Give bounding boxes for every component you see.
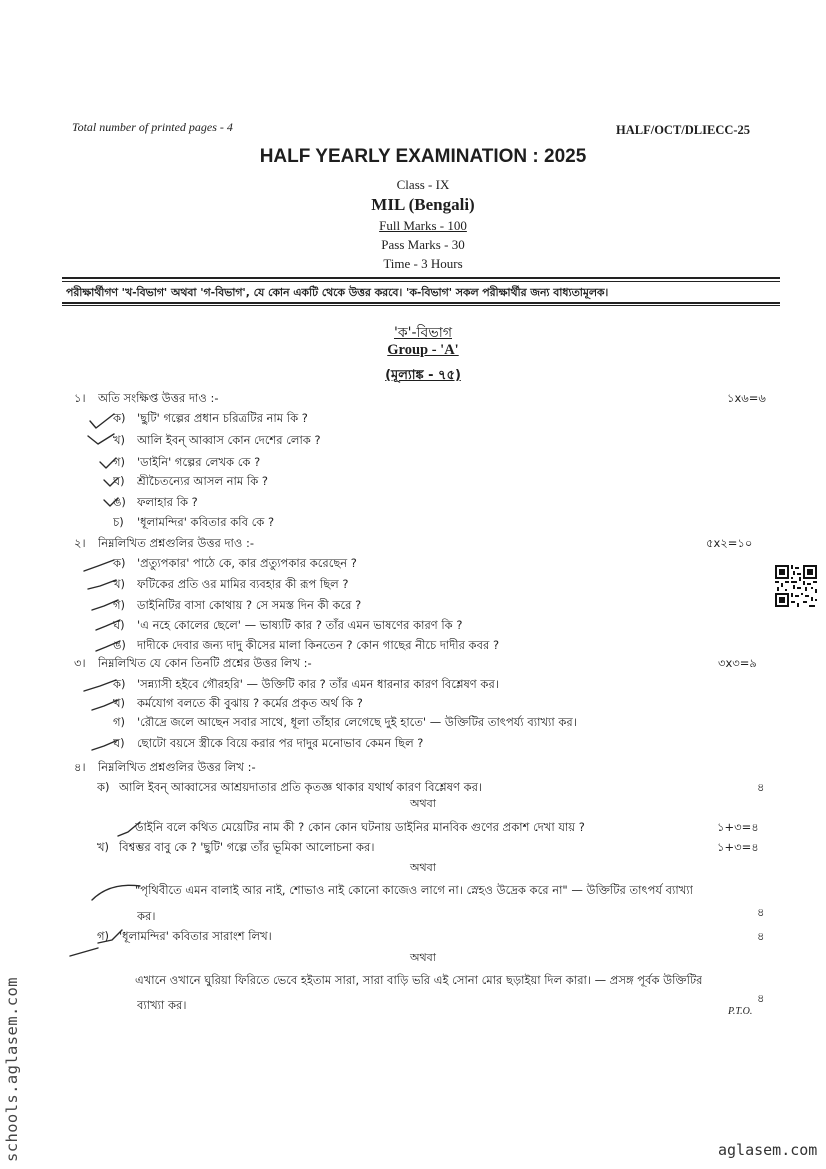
item-label: খ) (113, 696, 126, 710)
item-text: বিশ্বম্ভর বাবু কে ? 'ছুটি' গল্পে তাঁর ভূমিকা আলোচনা কর। (119, 840, 375, 854)
top-rule (62, 277, 780, 279)
item-label: খ) (97, 840, 110, 854)
exam-title: HALF YEARLY EXAMINATION : 2025 (259, 146, 587, 167)
item-label: চ) (113, 515, 124, 529)
bottom-rule (62, 302, 780, 304)
item-text: শ্রীচৈতন্যের আসল নাম কি ? (137, 474, 269, 488)
question-4a-alternative (0, 817, 826, 837)
item-label: ক) (113, 411, 126, 425)
question-1-header (0, 388, 826, 408)
item-label: ঘ) (113, 736, 125, 750)
question-1-item (0, 452, 826, 472)
question-4b (0, 837, 826, 857)
question-2-header (0, 533, 826, 553)
or-separator: অথবা (410, 797, 436, 810)
alternative-text: "পৃথিবীতে এমন বালাই আর নাই, শোভাও নাই কোনো কাজেও লাগে না। স্নেহও উদ্রেক করে না" — উক্তিটির তাৎপর্য ব্যাখ্যা (135, 883, 693, 897)
question-4b-alternative-line-1 (0, 880, 826, 900)
question-3-item (0, 712, 826, 732)
question-number: ৩। (74, 656, 86, 670)
question-4-header (0, 757, 826, 777)
item-text: দাদীকে দেবার জন্য দাদু কীসের মালা কিনতেন ? কোন গাছের নীচে দাদীর কবর ? (137, 638, 500, 652)
question-4b-alternative-line-2 (0, 906, 826, 926)
question-prompt: নিম্নলিখিত প্রশ্নগুলির উত্তর দাও :- (98, 536, 255, 550)
item-label: ক) (97, 780, 110, 794)
general-instruction: পরীক্ষার্থীগণ 'খ-বিভাগ' অথবা 'গ-বিভাগ', যে কোন একটি থেকে উত্তর করবে। 'ক-বিভাগ' সকল পরীক্ষার্থীর জন্য বাধ্যতামূলক। (66, 286, 609, 299)
alternative-text: ব্যাখ্যা কর। (137, 998, 187, 1012)
side-watermark: schools.aglasem.com (3, 977, 21, 1162)
item-label: ক) (113, 556, 126, 570)
item-label: গ) (113, 715, 126, 729)
question-4c (0, 926, 826, 946)
question-3-item (0, 693, 826, 713)
item-label: খ) (113, 433, 126, 447)
subject-label: MIL (Bengali) (371, 195, 475, 214)
please-turn-over: P.T.O. (728, 1006, 753, 1017)
qr-code (775, 565, 817, 607)
item-label: ঙ) (113, 495, 126, 509)
item-text: 'রৌদ্রে জলে আছেন সবার সাথে, ধূলা তাঁহার লেগেছে দুই হাতে' — উক্তিটির তাৎপর্য্য ব্যাখ্যা কর। (137, 715, 577, 729)
question-2-item (0, 615, 826, 635)
question-marks: ৫x২=১০ (706, 536, 753, 550)
question-1-item (0, 430, 826, 450)
item-marks: ৪ (757, 929, 765, 943)
class-label: Class - IX (396, 177, 450, 192)
group-label: Group - 'A' (387, 342, 459, 358)
item-label: ক) (113, 677, 126, 691)
printed-pages-note: Total number of printed pages - 4 (72, 120, 233, 134)
question-2-item (0, 635, 826, 655)
top-rule-inner (62, 281, 780, 282)
section-marks: (মূল্যাঙ্ক - ৭৫) (385, 368, 461, 383)
question-number: ২। (74, 536, 86, 550)
pass-marks: Pass Marks - 30 (381, 237, 465, 252)
alternative-text: এখানে ওখানে ঘুরিয়া ফিরিতে ভেবে হইতাম সারা, সারা বাড়ি ভরি এই সোনা মোর ছড়াইয়া দিল কারা। — প্রসঙ্গ পূর্বক উক্তিটির (135, 973, 703, 987)
question-4c-alternative-line-1 (0, 970, 826, 990)
item-text: 'এ নহে কোলের ছেলে' — ভাষ্যটি কার ? তাঁর এমন ভাষণের কারণ কি ? (137, 618, 463, 632)
question-3-header (0, 653, 826, 673)
question-prompt: নিম্নলিখিত যে কোন তিনটি প্রশ্নের উত্তর লিখ :- (98, 656, 312, 670)
question-2-item (0, 553, 826, 573)
item-text: আলি ইবন্ আব্বাস কোন দেশের লোক ? (137, 433, 321, 447)
question-1-item (0, 512, 826, 532)
item-text: 'ধূলামন্দির' কবিতার সারাংশ লিখ। (119, 929, 272, 943)
question-marks: ৩x৩=৯ (718, 656, 757, 670)
item-text: 'সন্ন্যাসী হইবে গৌরহরি' — উক্তিটি কার ? তাঁর এমন ধারনার কারণ বিশ্লেষণ কর। (137, 677, 499, 691)
item-text: আলি ইবন্ আব্বাসের আশ্রয়দাতার প্রতি কৃতজ্ঞ থাকার যথার্থ কারণ বিশ্লেষণ কর। (119, 780, 483, 794)
item-label: ঙ) (113, 638, 126, 652)
time-label: Time - 3 Hours (383, 256, 463, 271)
full-marks: Full Marks - 100 (379, 218, 467, 233)
item-marks: ১+৩=৪ (717, 840, 759, 854)
alternative-text: ডাইনি বলে কথিত মেয়েটির নাম কী ? কোন কোন ঘটনায় ডাইনির মানবিক গুণের প্রকাশ দেখা যায় ? (135, 820, 585, 834)
or-separator: অথবা (410, 861, 436, 874)
item-label: ঘ) (113, 618, 125, 632)
question-number: ৪। (74, 760, 86, 774)
item-text: 'ডাইনি' গল্পের লেখক কে ? (137, 455, 261, 469)
question-prompt: অতি সংক্ষিপ্ত উত্তর দাও :- (98, 391, 219, 405)
paper-code: HALF/OCT/DLIECC-25 (616, 123, 751, 137)
item-label: খ) (113, 577, 126, 591)
item-text: ফটিকের প্রতি ওর মামির ব্যবহার কী রূপ ছিল ? (137, 577, 349, 591)
question-1-item (0, 408, 826, 428)
item-label: ঘ) (113, 474, 125, 488)
item-label: গ) (113, 455, 126, 469)
or-separator: অথবা (410, 951, 436, 964)
question-prompt: নিম্নলিখিত প্রশ্নগুলির উত্তর লিখ :- (98, 760, 256, 774)
item-text: 'ধূলামন্দির' কবিতার কবি কে ? (137, 515, 275, 529)
alternative-marks: ৪ (757, 991, 765, 1005)
alternative-marks: ৪ (757, 905, 765, 919)
item-text: ডাইনিটির বাসা কোথায় ? সে সমস্ত দিন কী করে ? (137, 598, 362, 612)
question-4c-alternative-line-2 (0, 995, 826, 1015)
alternative-marks: ১+৩=৪ (717, 820, 759, 834)
section-name: 'ক'-বিভাগ (393, 325, 452, 341)
question-3-item (0, 674, 826, 694)
question-4a (0, 777, 826, 797)
question-marks: ১x৬=৬ (727, 391, 766, 405)
question-number: ১। (74, 391, 86, 405)
item-text: 'ছুটি' গল্পের প্রধান চরিত্রটির নাম কি ? (137, 411, 308, 425)
item-label: গ) (113, 598, 126, 612)
question-1-item (0, 492, 826, 512)
item-text: ছোটো বয়সে স্ত্রীকে বিয়ে করার পর দাদুর মনোভাব কেমন ছিল ? (137, 736, 424, 750)
alternative-text: কর। (137, 909, 156, 923)
item-label: গ) (97, 929, 110, 943)
item-marks: ৪ (757, 780, 765, 794)
question-1-item (0, 471, 826, 491)
question-3-item (0, 733, 826, 753)
question-2-item (0, 574, 826, 594)
item-text: ফলাহার কি ? (137, 495, 198, 509)
corner-watermark: aglasem.com (718, 1141, 818, 1159)
bottom-rule-inner (62, 305, 780, 306)
item-text: কর্মযোগ বলতে কী বুঝায় ? কর্মের প্রকৃত অর্থ কি ? (137, 696, 363, 710)
item-text: 'প্রত্যুপকার' পাঠে কে, কার প্রত্যুপকার করেছেন ? (137, 556, 357, 570)
question-2-item (0, 595, 826, 615)
